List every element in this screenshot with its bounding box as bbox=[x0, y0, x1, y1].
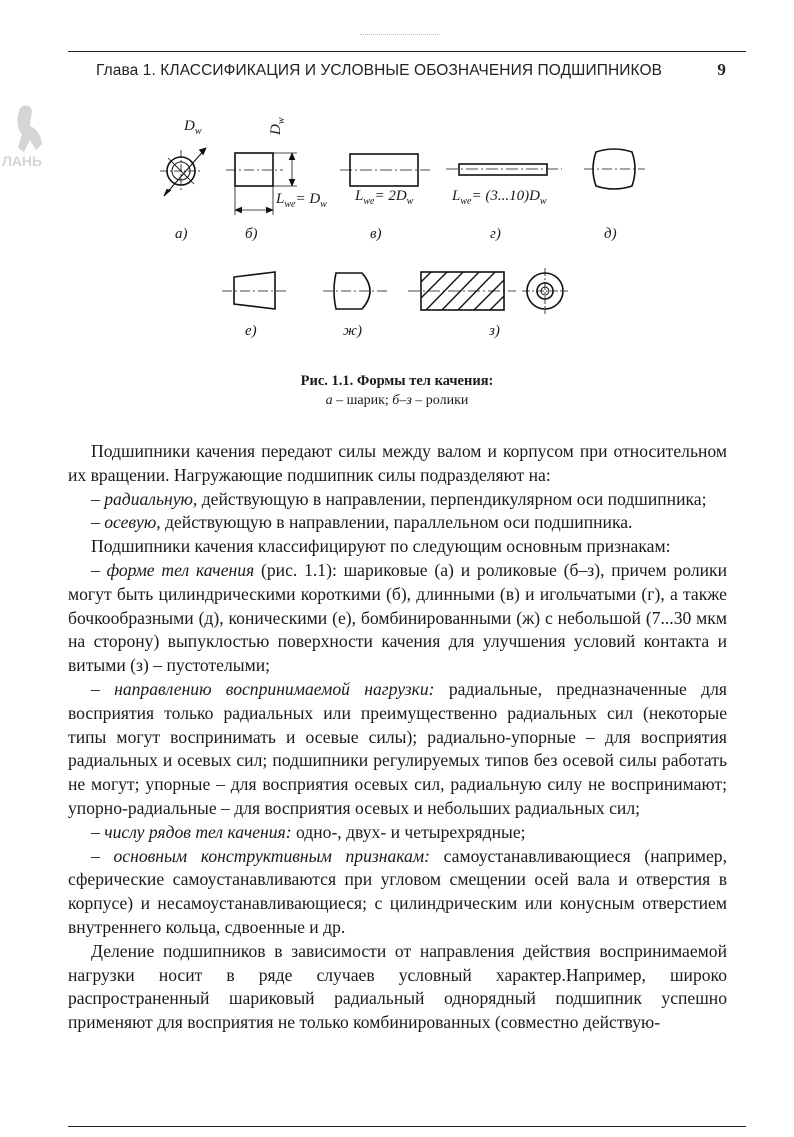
paragraph: Деление подшипников в зависимости от направления действия воспринимаемой нагрузки носит в ряде случаев условный характер.Например, широко распространенный шариковый радиальный однорядный подшипник успешно применяют для восприятия не только комбинированных (совместно действую- bbox=[68, 940, 727, 1033]
long-cylinder-drawing bbox=[340, 154, 430, 186]
needle-roller-drawing bbox=[446, 164, 562, 175]
svg-text:ЛАНЬ: ЛАНЬ bbox=[2, 153, 43, 169]
lwe-needle-label: $L_{we}= (3...10)D_w$ bbox=[452, 188, 547, 207]
tapered-roller-drawing bbox=[222, 272, 289, 309]
lwe-short-label: $L_{we}= D_w$ bbox=[276, 191, 327, 210]
running-title: Глава 1. КЛАССИФИКАЦИЯ И УСЛОВНЫЕ ОБОЗНАЧЕНИЯ ПОДШИПНИКОВ bbox=[96, 62, 663, 79]
page-number: 9 bbox=[717, 60, 726, 79]
paragraph: – направлению воспринимаемой нагрузки: радиальные, предназначенные для восприятия только радиальных или преимущественно радиальных сил (некоторые типы могут воспринимать и осевые силы); радиально-упорные – для восприятия радиальных и осевых сил; подшипники регулируемых типов без осевой силы работать не могут; упорные – для восприятия осевых сил, радиальную силу не воспринимают; упорно-радиальные – для восприятия осевых и небольших радиальных сил; bbox=[68, 678, 727, 818]
paragraph: – радиальную, действующую в направлении, перпендикулярном оси подшипника; bbox=[91, 488, 707, 509]
caption-subtitle: а – шарик; б–з – ролики bbox=[325, 393, 469, 408]
part-label-v: в) bbox=[370, 226, 382, 242]
paragraph: – числу рядов тел качения: одно-, двух- и четырехрядные; bbox=[91, 821, 526, 842]
ball-drawing bbox=[160, 148, 206, 196]
hollow-roller-end-view bbox=[522, 268, 568, 314]
crowned-roller-drawing bbox=[323, 273, 388, 309]
dw-short-label: $D_w$ bbox=[268, 117, 287, 135]
helical-roller-drawing bbox=[408, 272, 516, 310]
part-label-d: д) bbox=[604, 226, 617, 242]
top-mark bbox=[360, 34, 440, 35]
lwe-long-label: $L_{we}= 2D_w$ bbox=[355, 188, 414, 207]
part-label-g: г) bbox=[490, 226, 501, 242]
part-label-a: а) bbox=[175, 226, 188, 242]
watermark-logo bbox=[0, 100, 56, 170]
part-label-b: б) bbox=[245, 226, 258, 242]
paragraph: Подшипники качения передают силы между валом и корпусом при относительном их вращении. Нагружающие подшипник силы подразделяют на: bbox=[68, 441, 727, 485]
footer-rule bbox=[68, 1126, 746, 1127]
body-text bbox=[68, 440, 727, 1035]
part-label-z: з) bbox=[489, 323, 500, 339]
barrel-roller-drawing bbox=[584, 149, 645, 189]
figure-rolling-elements bbox=[0, 100, 794, 370]
paragraph: – осевую, действующую в направлении, параллельном оси подшипника. bbox=[91, 512, 633, 533]
caption-title: Рис. 1.1. Формы тел качения: bbox=[300, 373, 494, 389]
dw-ball-label: $D_w$ bbox=[184, 118, 202, 137]
part-label-zh: ж) bbox=[343, 323, 362, 339]
figure-drawing bbox=[0, 100, 794, 370]
paragraph: – основным конструктивным признакам: самоустанавливающиеся (например, сферические самоустанавливаются при угловом смещении осей вала и отверстия в корпусе) и несамоустанавливающиеся; с цилиндрическим или конусным отверстием внутреннего кольца, сдвоенные и др. bbox=[68, 845, 727, 937]
paragraph: – форме тел качения (рис. 1.1): шариковые (а) и роликовые (б–з), причем ролики могут быть цилиндрическими короткими (б), длинными (в) и игольчатыми (г), а также бочкообразными (д), коническими (е), бомбинированными (ж) с небольшой (7...30 мкм на сторону) выпуклостью поверхности качения для улучшения условий контакта и витыми (з) – пустотелыми; bbox=[68, 559, 728, 676]
running-head bbox=[96, 60, 726, 84]
header-rule bbox=[68, 51, 746, 52]
part-label-e: е) bbox=[245, 323, 257, 339]
paragraph: Подшипники качения классифицируют по следующим основным признакам: bbox=[91, 536, 671, 557]
